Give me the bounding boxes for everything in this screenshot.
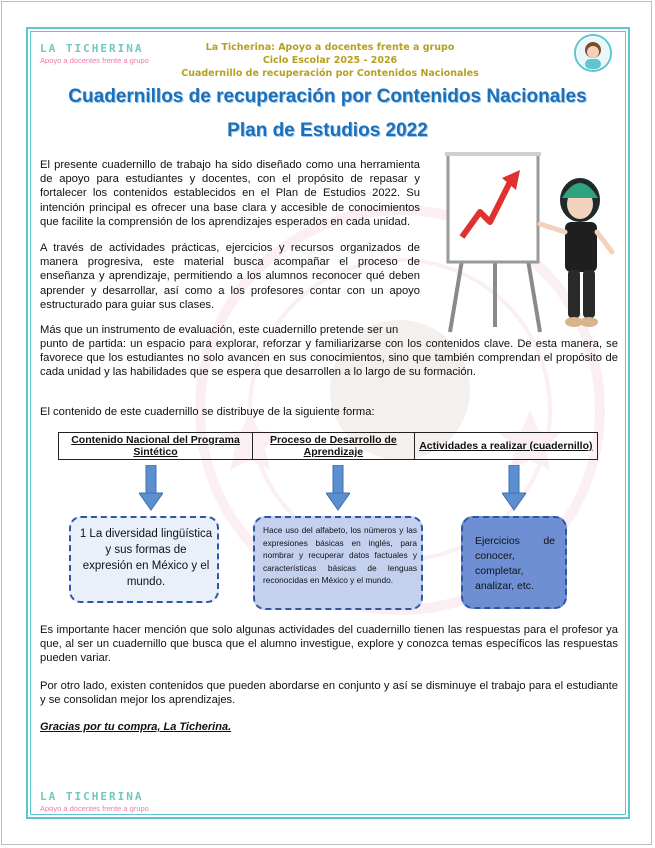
footer-logo-wordmark: LA TICHERINA (40, 790, 144, 803)
activities-box-text (475, 534, 555, 594)
header-text (150, 41, 510, 80)
process-box (253, 516, 423, 610)
paragraph-distribution: El contenido de este cuadernillo se distribuye de la siguiente forma: (40, 406, 375, 418)
paragraph-answers: Es importante hacer mención que solo algunas actividades del cuadernillo tienen las respuestas para el profesor ya que, al ser un cuadernillo que busca que el alumno investigue, explore y conozca temas específicos las respuestas pueden variar. (40, 624, 618, 665)
paragraph-activities: A través de actividades prácticas, ejercicios y recursos organizados de manera progresiva, este material busca acompañar el proceso de enseñanza y aprendizaje, permitiendo a los alumnos reconocer qué deben aprender y desarrollar, así como a los profesores contar con un apoyo estructurado para guiar sus clases. (40, 242, 420, 311)
avatar (574, 34, 612, 72)
thanks-note: Gracias por tu compra, La Ticherina. (40, 721, 232, 733)
content-box-text: 1 La diversidad lingüística y sus formas de expresión en México y el mundo. (79, 528, 213, 588)
activities-rest: conocer, completar, analizar, etc. (475, 550, 534, 592)
activities-first-word-right: de (543, 535, 555, 547)
footer-logo-tagline: Apoyo a docentes frente a grupo (40, 804, 149, 813)
page-subtitle: Plan de Estudios 2022 (227, 120, 428, 141)
paragraph-combined: Por otro lado, existen contenidos que pueden abordarse en conjunto y así se disminuye el trabajo para el estudiante y se consolidan mejor los aprendizajes. (40, 680, 618, 707)
page-title: Cuadernillos de recuperación por Contenidos Nacionales (68, 86, 587, 107)
header-content: Contenido Nacional del Programa Sintético (59, 433, 253, 460)
teacher-easel-illustration (440, 152, 625, 337)
header-logo (40, 42, 149, 65)
paragraph-purpose: punto de partida: un espacio para explorar, reforzar y familiarizarse con los contenidos clave. De esta manera, se favorece que los estudiantes no solo avancen en sus conocimientos, sino que también comprendan el propósito de cada unidad y las habilidades que se espera que desarrollen a lo largo de su formación. (40, 338, 618, 379)
header-line-3: Cuadernillo de recuperación por Contenidos Nacionales (181, 68, 479, 79)
down-arrow-icon (502, 465, 526, 511)
activities-box (461, 516, 567, 609)
header-process: Proceso de Desarrollo de Aprendizaje (253, 433, 415, 460)
distribution-table (58, 432, 598, 460)
activities-first-word: Ejercicios (475, 535, 520, 547)
table-header-row (59, 433, 598, 460)
paragraph-purpose-start: Más que un instrumento de evaluación, este cuadernillo pretende ser un (40, 324, 399, 336)
logo-tagline: Apoyo a docentes frente a grupo (40, 56, 149, 65)
content-box (69, 516, 219, 603)
avatar-icon (576, 36, 610, 70)
header-activities: Actividades a realizar (cuadernillo) (414, 433, 597, 460)
down-arrow-icon (139, 465, 163, 511)
header-line-2: Ciclo Escolar 2025 - 2026 (262, 55, 398, 66)
header-line-1: La Ticherina: Apoyo a docentes frente a grupo (205, 42, 455, 53)
logo-wordmark: LA TICHERINA (40, 42, 144, 55)
footer-logo (40, 790, 149, 813)
process-box-text: Hace uso del alfabeto, los números y las expresiones básicas en inglés, para nombrar y recuperar datos factuales y características básicas de lenguas reconocidas en México y el mundo. (263, 525, 417, 585)
paragraph-intro: El presente cuadernillo de trabajo ha sido diseñado como una herramienta de apoyo para estudiantes y docentes, con el propósito de repasar y fortalecer los contenidos establecidos en el Plan de Estudios 2022. Su intención principal es ofrecer una base clara y accesible de conocimientos que facilite la comprensión de los aprendizajes esperados en cada unidad. (40, 159, 420, 228)
down-arrow-icon (326, 465, 350, 511)
